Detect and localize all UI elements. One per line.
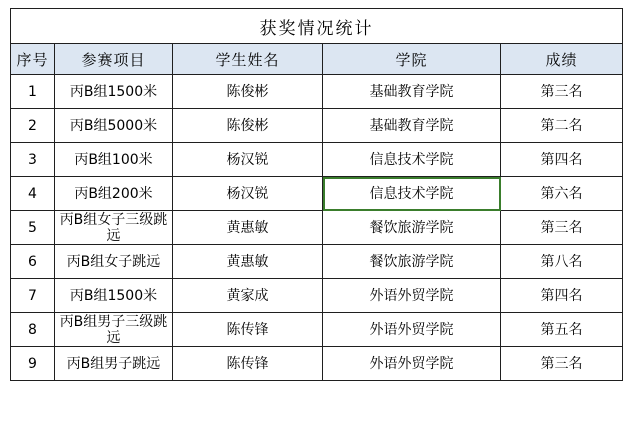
cell-event-text: 丙B组女子三级跳远 [59, 211, 168, 244]
table-row[interactable] [11, 211, 623, 245]
cell-event[interactable] [55, 211, 173, 245]
column-header-seq: 序号 [11, 44, 55, 75]
table-header-row [11, 44, 623, 75]
cell-event[interactable] [55, 347, 173, 381]
cell-college-selected[interactable]: 信息技术学院 [323, 177, 501, 211]
column-header-college: 学院 [323, 44, 501, 75]
table-row[interactable] [11, 347, 623, 381]
cell-seq[interactable]: 3 [11, 143, 55, 177]
table-row[interactable] [11, 143, 623, 177]
cell-seq[interactable]: 2 [11, 109, 55, 143]
cell-college[interactable]: 基础教育学院 [323, 75, 501, 109]
cell-name[interactable]: 黄惠敏 [173, 245, 323, 279]
cell-college[interactable]: 基础教育学院 [323, 109, 501, 143]
table-row[interactable] [11, 109, 623, 143]
page-title: 获奖情况统计 [11, 9, 623, 44]
column-header-name: 学生姓名 [173, 44, 323, 75]
cell-result[interactable]: 第四名 [501, 143, 623, 177]
table-row[interactable] [11, 75, 623, 109]
cell-seq[interactable]: 8 [11, 313, 55, 347]
cell-college[interactable]: 信息技术学院 [323, 143, 501, 177]
award-statistics-table [10, 8, 623, 381]
cell-result[interactable]: 第三名 [501, 75, 623, 109]
cell-result[interactable]: 第二名 [501, 109, 623, 143]
cell-name[interactable]: 陈俊彬 [173, 109, 323, 143]
cell-result[interactable]: 第三名 [501, 347, 623, 381]
cell-name[interactable]: 黄惠敏 [173, 211, 323, 245]
cell-event[interactable] [55, 313, 173, 347]
cell-seq[interactable]: 5 [11, 211, 55, 245]
cell-event[interactable]: 丙B组1500米 [55, 75, 173, 109]
cell-seq[interactable]: 1 [11, 75, 55, 109]
table-row[interactable] [11, 279, 623, 313]
cell-event[interactable] [55, 245, 173, 279]
cell-seq[interactable]: 6 [11, 245, 55, 279]
cell-event[interactable]: 丙B组100米 [55, 143, 173, 177]
cell-college[interactable]: 餐饮旅游学院 [323, 245, 501, 279]
cell-name[interactable]: 杨汉锐 [173, 177, 323, 211]
table-row[interactable] [11, 177, 623, 211]
cell-college[interactable]: 外语外贸学院 [323, 313, 501, 347]
cell-name[interactable]: 黄家成 [173, 279, 323, 313]
cell-event[interactable]: 丙B组200米 [55, 177, 173, 211]
cell-seq[interactable]: 9 [11, 347, 55, 381]
cell-college[interactable]: 外语外贸学院 [323, 279, 501, 313]
column-header-result: 成绩 [501, 44, 623, 75]
cell-result[interactable]: 第三名 [501, 211, 623, 245]
cell-result[interactable]: 第八名 [501, 245, 623, 279]
cell-result[interactable]: 第六名 [501, 177, 623, 211]
table-title-row [11, 9, 623, 44]
cell-name[interactable]: 陈俊彬 [173, 75, 323, 109]
spreadsheet-canvas [0, 8, 632, 437]
cell-name[interactable]: 杨汉锐 [173, 143, 323, 177]
cell-name[interactable]: 陈传锋 [173, 313, 323, 347]
cell-college[interactable]: 外语外贸学院 [323, 347, 501, 381]
cell-result[interactable]: 第四名 [501, 279, 623, 313]
column-header-event: 参赛项目 [55, 44, 173, 75]
table-row[interactable] [11, 245, 623, 279]
cell-event-text: 丙B组男子跳远 [66, 355, 161, 372]
table-row[interactable] [11, 313, 623, 347]
cell-event[interactable]: 丙B组1500米 [55, 279, 173, 313]
cell-college[interactable]: 餐饮旅游学院 [323, 211, 501, 245]
cell-name[interactable]: 陈传锋 [173, 347, 323, 381]
cell-seq[interactable]: 7 [11, 279, 55, 313]
cell-event-text: 丙B组女子跳远 [66, 253, 161, 270]
cell-result[interactable]: 第五名 [501, 313, 623, 347]
cell-seq[interactable]: 4 [11, 177, 55, 211]
cell-event-text: 丙B组男子三级跳远 [59, 313, 168, 346]
cell-event[interactable]: 丙B组5000米 [55, 109, 173, 143]
